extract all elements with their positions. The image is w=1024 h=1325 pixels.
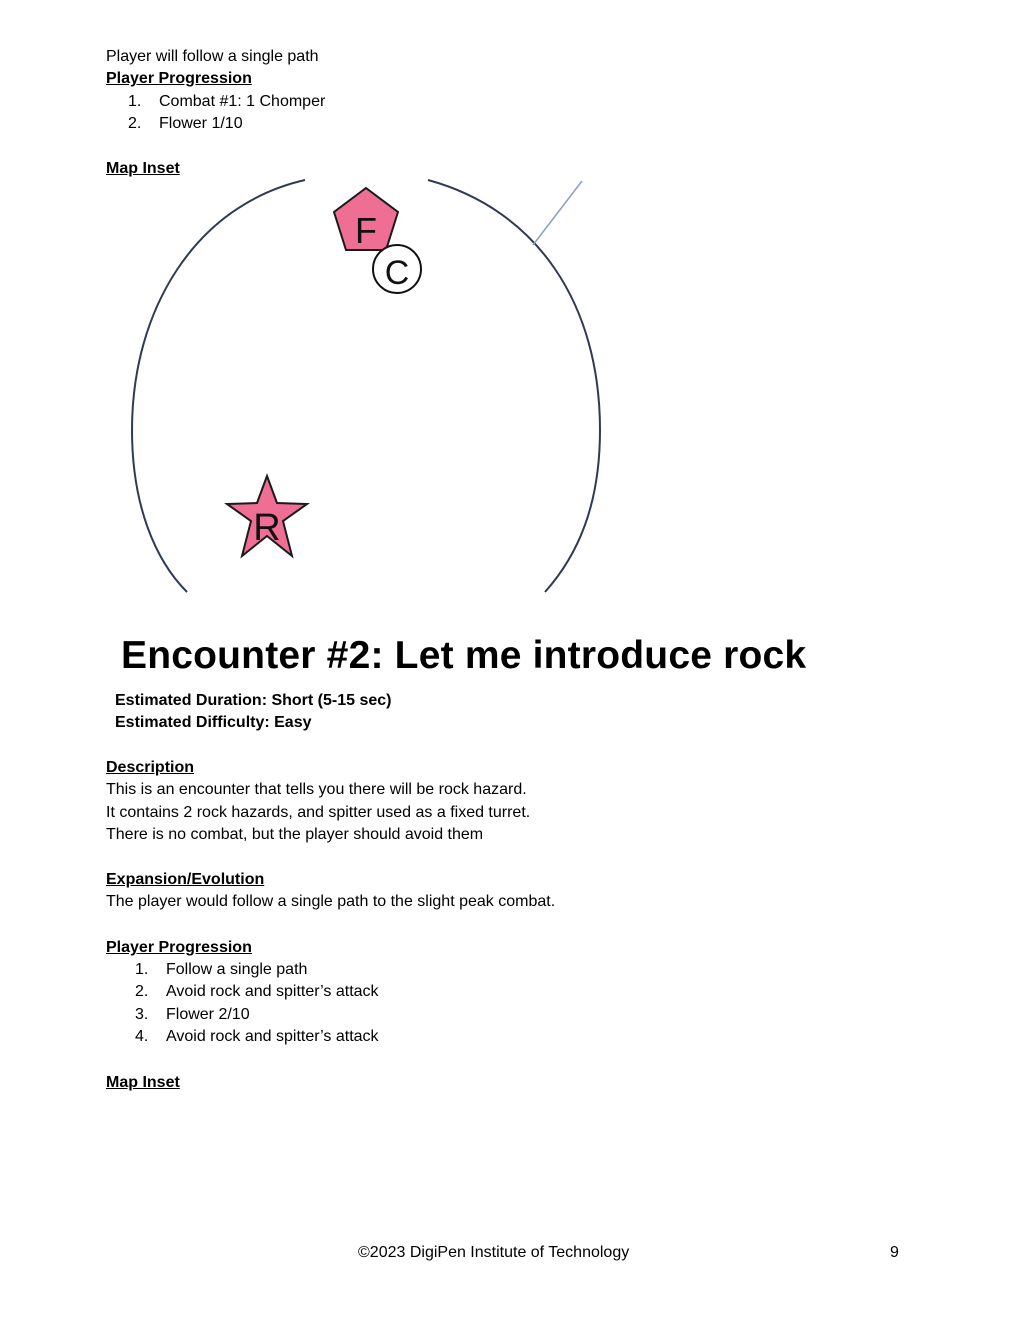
estimated-difficulty: Estimated Difficulty: Easy	[115, 714, 312, 731]
list-number: 1.	[135, 961, 149, 978]
list-text: Follow a single path	[166, 961, 308, 978]
list-number: 2.	[135, 983, 149, 1000]
list-text: Avoid rock and spitter’s attack	[166, 1028, 379, 1045]
list-number: 4.	[135, 1028, 149, 1045]
list-number: 1.	[128, 93, 142, 110]
description-line: It contains 2 rock hazards, and spitter used as a fixed turret.	[106, 804, 531, 821]
description-line: This is an encounter that tells you there will be rock hazard.	[106, 781, 527, 798]
progression-heading: Player Progression	[106, 939, 252, 956]
list-number: 2.	[128, 115, 142, 132]
list-text: Avoid rock and spitter’s attack	[166, 983, 379, 1000]
estimated-duration: Estimated Duration: Short (5-15 sec)	[115, 692, 392, 709]
map-inset-heading: Map Inset	[106, 160, 180, 177]
rock-marker	[227, 476, 307, 556]
map-inset-diagram	[0, 0, 1024, 600]
flower-letter: F	[355, 210, 377, 251]
list-text: Flower 2/10	[166, 1006, 250, 1023]
map-inset-heading: Map Inset	[106, 1074, 180, 1091]
progression-heading: Player Progression	[106, 70, 252, 87]
map-exit-line	[533, 181, 582, 245]
encounter-title: Encounter #2: Let me introduce rock	[121, 634, 807, 677]
description-line: There is no combat, but the player should avoid them	[106, 826, 484, 843]
intro-line: Player will follow a single path	[106, 48, 319, 65]
list-text: Combat #1: 1 Chomper	[159, 93, 326, 110]
expansion-heading: Expansion/Evolution	[106, 871, 265, 888]
list-text: Flower 1/10	[159, 115, 243, 132]
footer-copyright: ©2023 DigiPen Institute of Technology	[358, 1244, 630, 1261]
map-arc-right	[428, 180, 600, 592]
page-number: 9	[890, 1244, 899, 1261]
description-heading: Description	[106, 759, 195, 776]
list-number: 3.	[135, 1006, 149, 1023]
expansion-text: The player would follow a single path to the slight peak combat.	[106, 893, 556, 910]
chomper-letter: C	[384, 254, 410, 292]
rock-letter: R	[253, 507, 281, 549]
flower-marker	[334, 188, 398, 251]
chomper-marker	[373, 245, 421, 293]
